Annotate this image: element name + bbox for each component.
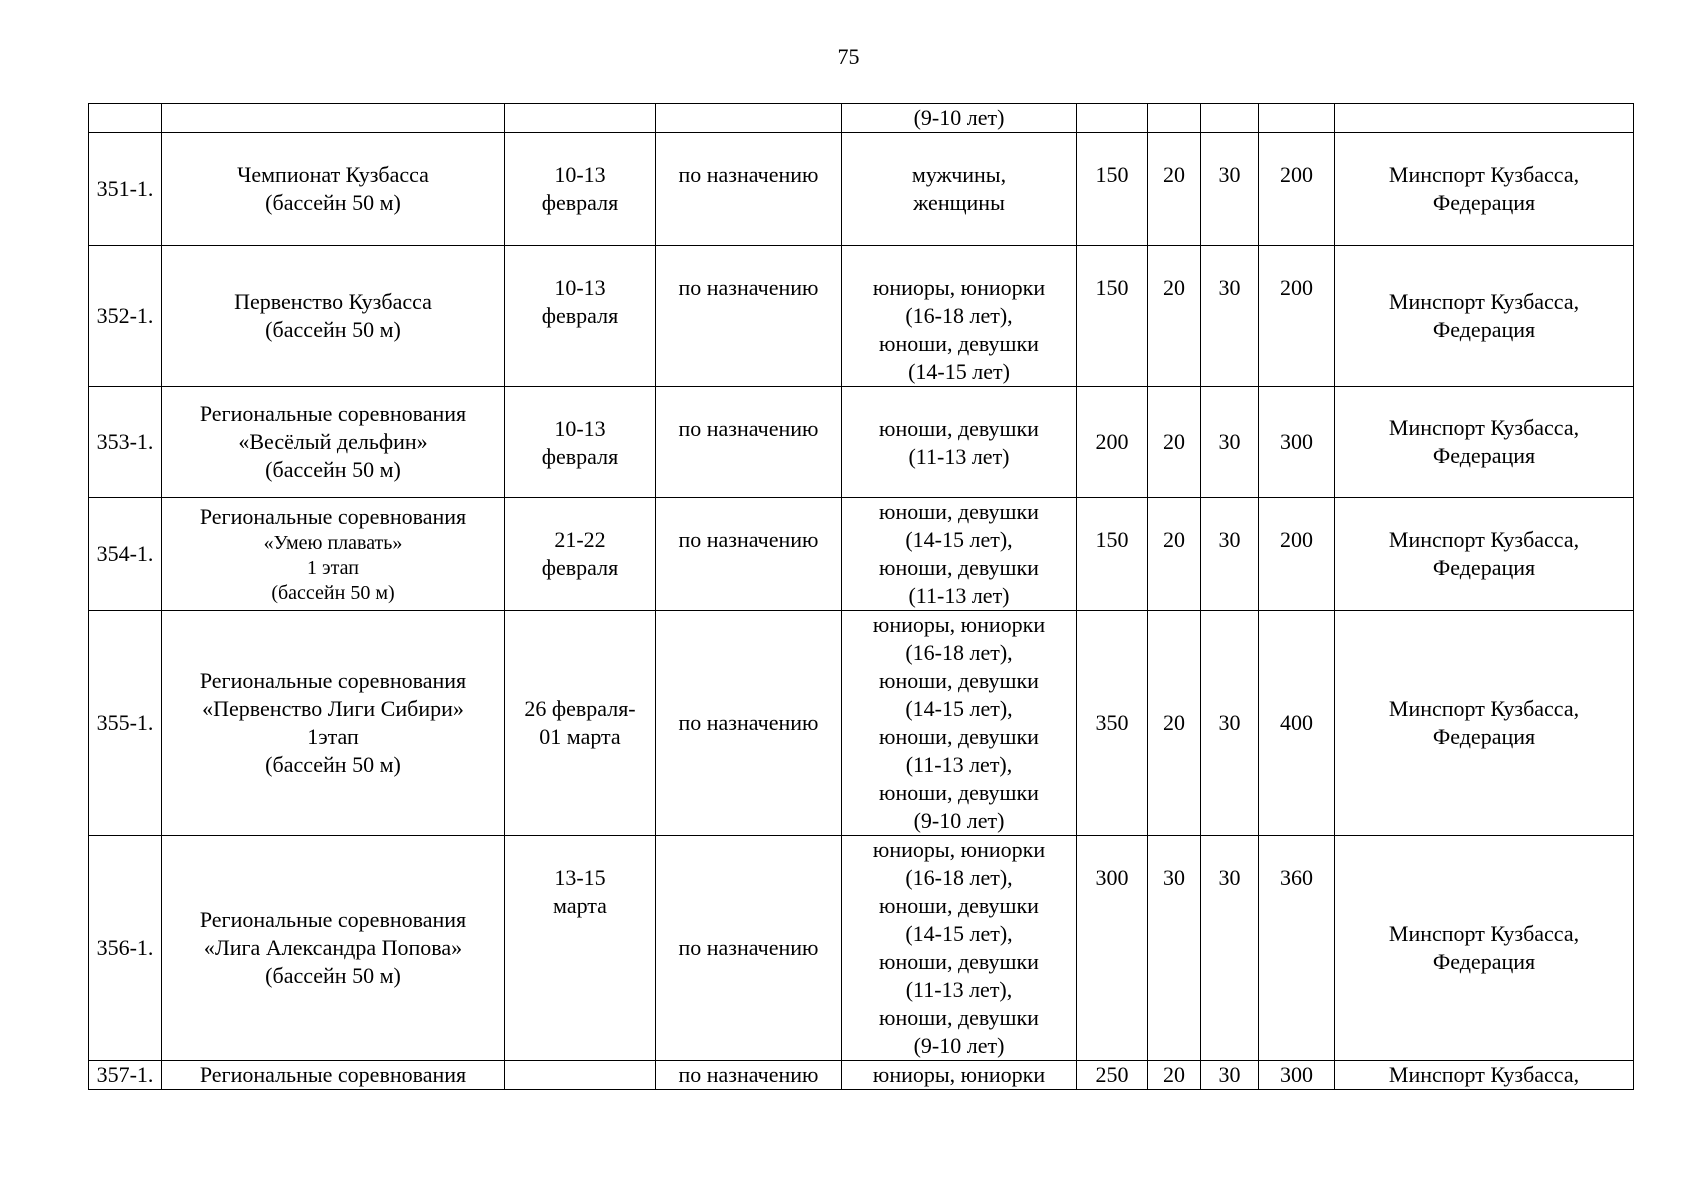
cell-judges: 30 [1201, 246, 1259, 387]
cell-name: Первенство Кузбасса (бассейн 50 м) [162, 246, 505, 387]
cell-organizers: Минспорт Кузбасса, [1335, 1061, 1634, 1090]
cell-name: Чемпионат Кузбасса (бассейн 50 м) [162, 133, 505, 246]
cell-num: 351-1. [89, 133, 162, 246]
cell-judges: 30 [1201, 133, 1259, 246]
cell-athletes [1077, 104, 1148, 133]
cell-place: по назначению [656, 498, 842, 611]
cell-judges: 30 [1201, 498, 1259, 611]
cell-coaches: 20 [1148, 133, 1201, 246]
cell-total [1259, 104, 1335, 133]
table-row [89, 1061, 1634, 1090]
cell-participants: юниоры, юниорки (16-18 лет), юноши, девушки (14-15 лет) [842, 246, 1077, 387]
cell-judges [1201, 104, 1259, 133]
cell-place: по назначению [656, 1061, 842, 1090]
cell-judges: 30 [1201, 836, 1259, 1061]
events-table [88, 103, 1634, 1090]
table-row [89, 836, 1634, 1061]
cell-dates: 26 февраля- 01 марта [505, 611, 656, 836]
cell-name: Региональные соревнования [162, 1061, 505, 1090]
cell-organizers: Минспорт Кузбасса, Федерация [1335, 387, 1634, 498]
cell-participants: юноши, девушки (14-15 лет), юноши, девушки (11-13 лет) [842, 498, 1077, 611]
cell-num [89, 104, 162, 133]
cell-place: по назначению [656, 611, 842, 836]
cell-coaches: 20 [1148, 246, 1201, 387]
cell-athletes: 300 [1077, 836, 1148, 1061]
cell-dates: 13-15 марта [505, 836, 656, 1061]
cell-total: 200 [1259, 133, 1335, 246]
cell-organizers: Минспорт Кузбасса, Федерация [1335, 611, 1634, 836]
cell-num: 355-1. [89, 611, 162, 836]
cell-participants: (9-10 лет) [842, 104, 1077, 133]
cell-participants: юниоры, юниорки [842, 1061, 1077, 1090]
cell-athletes: 350 [1077, 611, 1148, 836]
cell-total: 200 [1259, 498, 1335, 611]
cell-athletes: 150 [1077, 133, 1148, 246]
page-number: 75 [837, 44, 860, 69]
table-row [89, 498, 1634, 611]
cell-dates [505, 104, 656, 133]
cell-name-title: Региональные соревнования [199, 503, 467, 529]
cell-dates: 10-13 февраля [505, 133, 656, 246]
cell-total: 300 [1259, 387, 1335, 498]
cell-athletes: 150 [1077, 498, 1148, 611]
cell-judges: 30 [1201, 1061, 1259, 1090]
table-row [89, 387, 1634, 498]
table-row [89, 246, 1634, 387]
cell-name [162, 498, 505, 611]
cell-name-details: «Умею плавать» 1 этап (бассейн 50 м) [263, 531, 403, 604]
cell-name: Региональные соревнования «Первенство Лиги Сибири» 1этап (бассейн 50 м) [162, 611, 505, 836]
cell-organizers [1335, 104, 1634, 133]
cell-participants: мужчины, женщины [842, 133, 1077, 246]
cell-coaches [1148, 104, 1201, 133]
cell-athletes: 150 [1077, 246, 1148, 387]
cell-dates: 21-22 февраля [505, 498, 656, 611]
cell-athletes: 250 [1077, 1061, 1148, 1090]
cell-dates: 10-13 февраля [505, 387, 656, 498]
cell-judges: 30 [1201, 387, 1259, 498]
cell-total: 300 [1259, 1061, 1335, 1090]
cell-coaches: 20 [1148, 1061, 1201, 1090]
table-row [89, 133, 1634, 246]
cell-coaches: 20 [1148, 387, 1201, 498]
cell-num: 354-1. [89, 498, 162, 611]
cell-dates: 10-13 февраля [505, 246, 656, 387]
cell-name: Региональные соревнования «Весёлый дельфин» (бассейн 50 м) [162, 387, 505, 498]
cell-place: по назначению [656, 387, 842, 498]
cell-organizers: Минспорт Кузбасса, Федерация [1335, 133, 1634, 246]
cell-judges: 30 [1201, 611, 1259, 836]
cell-coaches: 20 [1148, 611, 1201, 836]
table-row-continuation [89, 104, 1634, 133]
cell-organizers: Минспорт Кузбасса, Федерация [1335, 836, 1634, 1061]
cell-athletes: 200 [1077, 387, 1148, 498]
cell-total: 200 [1259, 246, 1335, 387]
cell-place: по назначению [656, 246, 842, 387]
cell-place: по назначению [656, 836, 842, 1061]
cell-place: по назначению [656, 133, 842, 246]
cell-participants: юниоры, юниорки (16-18 лет), юноши, девушки (14-15 лет), юноши, девушки (11-13 лет), юноши, девушки (9-10 лет) [842, 611, 1077, 836]
cell-organizers: Минспорт Кузбасса, Федерация [1335, 498, 1634, 611]
cell-name [162, 104, 505, 133]
cell-organizers: Минспорт Кузбасса, Федерация [1335, 246, 1634, 387]
cell-dates [505, 1061, 656, 1090]
cell-participants: юниоры, юниорки (16-18 лет), юноши, девушки (14-15 лет), юноши, девушки (11-13 лет), юноши, девушки (9-10 лет) [842, 836, 1077, 1061]
cell-coaches: 20 [1148, 498, 1201, 611]
cell-coaches: 30 [1148, 836, 1201, 1061]
cell-participants: юноши, девушки (11-13 лет) [842, 387, 1077, 498]
cell-name: Региональные соревнования «Лига Александра Попова» (бассейн 50 м) [162, 836, 505, 1061]
cell-num: 357-1. [89, 1061, 162, 1090]
cell-num: 352-1. [89, 246, 162, 387]
cell-total: 400 [1259, 611, 1335, 836]
cell-num: 353-1. [89, 387, 162, 498]
cell-num: 356-1. [89, 836, 162, 1061]
cell-place [656, 104, 842, 133]
table-row [89, 611, 1634, 836]
cell-total: 360 [1259, 836, 1335, 1061]
